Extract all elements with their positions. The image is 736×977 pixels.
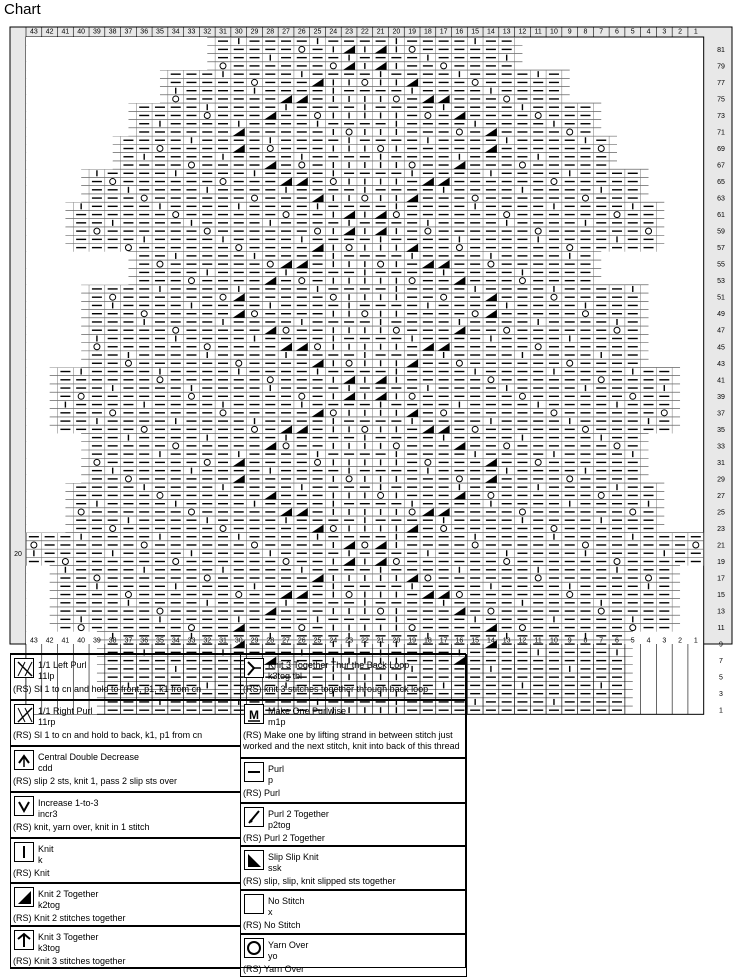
column-label: 42 xyxy=(45,637,54,645)
row-label: 77 xyxy=(717,79,725,87)
p-symbol-icon xyxy=(244,762,264,782)
legend-name: Knit 3 Together xyxy=(38,932,99,942)
p2tog-symbol-icon xyxy=(244,807,264,827)
column-label: 35 xyxy=(156,28,164,36)
column-label: 14 xyxy=(487,637,495,645)
legend-description: (RS) Make one by lifting strand in between stitch just worked and the next stitch, knit into back of this thread xyxy=(243,730,460,751)
legend-abbr: k3tog tbl xyxy=(268,671,303,681)
column-label: 32 xyxy=(203,28,212,36)
legend-item-k3tog xyxy=(10,926,241,969)
legend-name: Knit 2 Together xyxy=(38,889,99,899)
row-label: 79 xyxy=(717,63,725,71)
column-label: 37 xyxy=(124,637,133,645)
column-label: 39 xyxy=(93,637,101,645)
column-label: 22 xyxy=(360,637,369,645)
column-label: 9 xyxy=(567,28,572,36)
column-label: 1 xyxy=(693,637,698,645)
column-label: 41 xyxy=(61,637,70,645)
row-label: 45 xyxy=(717,344,725,352)
column-label: 20 xyxy=(392,637,401,645)
legend-abbr: yo xyxy=(268,951,278,961)
column-label: 15 xyxy=(471,637,480,645)
column-label: 24 xyxy=(329,28,338,36)
row-label: 17 xyxy=(717,575,725,583)
column-label: 13 xyxy=(502,637,511,645)
column-label: 36 xyxy=(140,28,149,36)
chart-title: Chart xyxy=(4,1,41,18)
row-label: 81 xyxy=(717,46,725,54)
legend-description: (RS) knit, yarn over, knit in 1 stitch xyxy=(13,822,150,832)
column-label: 9 xyxy=(567,637,572,645)
column-label: 43 xyxy=(29,28,38,36)
legend-abbr: m1p xyxy=(268,717,286,727)
column-label: 29 xyxy=(250,637,259,645)
legend-description: (RS) Knit 2 stitches together xyxy=(13,913,126,923)
legend-name: Central Double Decrease xyxy=(38,752,140,762)
lp-symbol-icon xyxy=(14,658,34,678)
legend-description: (RS) Purl 2 Together xyxy=(243,833,325,843)
column-label: 16 xyxy=(455,637,464,645)
row-label: 19 xyxy=(717,559,725,567)
row-label: 57 xyxy=(717,245,725,253)
column-label: 2 xyxy=(678,28,682,36)
legend xyxy=(10,653,466,974)
legend-item-rp xyxy=(10,700,241,746)
row-label: 13 xyxy=(717,608,725,616)
row-label: 73 xyxy=(717,112,725,120)
column-label: 8 xyxy=(583,28,588,36)
row-label: 51 xyxy=(717,294,725,302)
column-label: 2 xyxy=(678,637,682,645)
row-label: 31 xyxy=(717,459,725,467)
row-label: 41 xyxy=(717,377,725,385)
column-label: 40 xyxy=(77,28,86,36)
column-label: 26 xyxy=(297,28,306,36)
legend-name: Knit xyxy=(38,844,54,854)
row-label: 63 xyxy=(717,195,725,203)
legend-description: (RS) Sl 1 to cn and hold to back, k1, p1 from cn xyxy=(13,730,203,740)
column-label: 25 xyxy=(313,637,322,645)
column-label: 15 xyxy=(471,28,480,36)
column-label: 3 xyxy=(662,637,667,645)
row-label: 25 xyxy=(717,509,725,517)
column-label: 30 xyxy=(234,637,243,645)
column-label: 19 xyxy=(408,28,417,36)
column-label: 26 xyxy=(297,637,306,645)
inc-symbol-icon xyxy=(14,796,34,816)
ssk-symbol-icon xyxy=(244,850,264,870)
column-label: 1 xyxy=(693,28,698,36)
column-label: 6 xyxy=(615,637,619,645)
column-label: 30 xyxy=(234,28,243,36)
column-label: 43 xyxy=(29,637,38,645)
legend-description: (RS) Knit xyxy=(13,868,50,878)
x-symbol-icon xyxy=(244,894,264,914)
legend-abbr: ssk xyxy=(268,863,282,873)
legend-description: (RS) Yarn Over xyxy=(243,964,305,974)
row-label: 29 xyxy=(717,476,725,484)
row-label: 35 xyxy=(717,426,725,434)
column-label: 42 xyxy=(45,28,54,36)
column-label: 5 xyxy=(630,28,635,36)
column-label: 23 xyxy=(345,28,353,36)
legend-item-p xyxy=(240,758,467,803)
row-label: 23 xyxy=(717,525,725,533)
column-label: 27 xyxy=(282,637,290,645)
column-label: 21 xyxy=(376,637,385,645)
column-label: 28 xyxy=(266,28,275,36)
legend-abbr: 11lp xyxy=(38,671,55,681)
column-label: 25 xyxy=(313,28,322,36)
column-label: 24 xyxy=(329,637,338,645)
legend-item-x xyxy=(240,890,467,934)
legend-item-m1p xyxy=(240,700,467,758)
column-label: 39 xyxy=(93,28,101,36)
column-label: 23 xyxy=(345,637,353,645)
column-label: 7 xyxy=(599,28,604,36)
column-label: 7 xyxy=(599,637,604,645)
column-label: 35 xyxy=(156,637,164,645)
legend-name: 1/1 Left Purl xyxy=(38,660,87,670)
column-label: 31 xyxy=(219,28,227,36)
row-label: 21 xyxy=(717,542,725,550)
row-label: 9 xyxy=(719,641,723,649)
k3tbl-symbol-icon xyxy=(244,658,264,678)
row-label: 65 xyxy=(717,179,725,187)
legend-abbr: incr3 xyxy=(38,809,58,819)
column-label: 17 xyxy=(439,28,448,36)
row-label: 1 xyxy=(719,707,723,715)
legend-item-inc xyxy=(10,792,241,838)
legend-description: (RS) Knit 3 stitches together xyxy=(13,956,126,966)
column-label: 16 xyxy=(455,28,464,36)
column-label: 34 xyxy=(171,28,180,36)
legend-abbr: k xyxy=(38,855,43,865)
k3tog-symbol-icon xyxy=(14,930,34,950)
legend-name: Purl 2 Together xyxy=(268,809,329,819)
m1p-symbol-icon xyxy=(244,704,264,724)
legend-item-p2tog xyxy=(240,803,467,846)
column-label: 29 xyxy=(250,28,259,36)
row-label: 7 xyxy=(719,658,723,666)
column-label: 41 xyxy=(61,28,70,36)
column-label: 27 xyxy=(282,28,290,36)
legend-name: Slip Slip Knit xyxy=(268,852,319,862)
rp-symbol-icon xyxy=(14,704,34,724)
column-label: 8 xyxy=(583,637,588,645)
column-label: 4 xyxy=(646,637,651,645)
legend-abbr: cdd xyxy=(38,763,53,773)
column-label: 33 xyxy=(187,637,196,645)
k-symbol-icon xyxy=(14,842,34,862)
row-label: 67 xyxy=(717,162,725,170)
legend-item-lp xyxy=(10,654,241,700)
row-label: 11 xyxy=(717,625,725,633)
row-label: 53 xyxy=(717,278,725,286)
legend-item-cdd xyxy=(10,746,241,792)
legend-description: (RS) slip, slip, knit slipped sts together xyxy=(243,876,396,886)
legend-abbr: k2tog xyxy=(38,900,61,910)
column-label: 18 xyxy=(423,637,432,645)
row-label: 3 xyxy=(719,691,723,699)
yo-symbol-icon xyxy=(244,938,264,958)
column-label: 38 xyxy=(108,637,117,645)
column-label: 31 xyxy=(219,637,227,645)
column-label: 38 xyxy=(108,28,117,36)
row-label: 75 xyxy=(717,96,725,104)
column-label: 13 xyxy=(502,28,511,36)
legend-name: Yarn Over xyxy=(268,940,309,950)
row-label: 37 xyxy=(717,410,725,418)
legend-abbr: 11rp xyxy=(38,717,56,727)
legend-description: (RS) Purl xyxy=(243,788,281,798)
column-label: 12 xyxy=(518,637,527,645)
row-label: 47 xyxy=(717,327,725,335)
column-label: 19 xyxy=(408,637,417,645)
row-label: 59 xyxy=(717,228,725,236)
legend-name: Make One Purlwise xyxy=(268,706,347,716)
column-label: 36 xyxy=(140,637,149,645)
column-label: 12 xyxy=(518,28,527,36)
row-label: 20 xyxy=(14,550,22,558)
column-label: 10 xyxy=(550,637,558,645)
legend-item-ssk xyxy=(240,846,467,890)
row-label: 55 xyxy=(717,261,725,269)
row-label: 69 xyxy=(717,146,725,154)
row-label: 33 xyxy=(717,443,725,451)
row-label: 39 xyxy=(717,393,725,401)
row-label: 61 xyxy=(717,212,725,220)
column-label: 28 xyxy=(266,637,275,645)
column-label: 34 xyxy=(171,637,180,645)
column-label: 21 xyxy=(376,28,385,36)
legend-item-yo xyxy=(240,934,467,977)
column-label: 11 xyxy=(534,637,542,645)
legend-name: Knit 3 Together Thur the Back Loop xyxy=(268,660,410,670)
legend-name: Purl xyxy=(268,764,285,774)
column-label: 5 xyxy=(630,637,635,645)
row-label: 49 xyxy=(717,311,725,319)
column-label: 18 xyxy=(423,28,432,36)
k2tog-symbol-icon xyxy=(14,887,34,907)
legend-name: Increase 1-to-3 xyxy=(38,798,99,808)
legend-description: (RS) knit 3 stitches together through back loop xyxy=(243,684,429,694)
row-label: 15 xyxy=(717,592,725,600)
column-label: 32 xyxy=(203,637,212,645)
legend-description: (RS) Sl 1 to cn and hold to front, p1, k1 from cn xyxy=(13,684,202,694)
column-label: 4 xyxy=(646,28,651,36)
legend-item-k3tbl xyxy=(240,654,467,700)
row-label: 5 xyxy=(719,674,723,682)
column-label: 20 xyxy=(392,28,401,36)
column-label: 10 xyxy=(550,28,558,36)
row-label: 43 xyxy=(717,360,725,368)
row-label: 71 xyxy=(717,129,725,137)
legend-abbr: p2tog xyxy=(268,820,291,830)
legend-description: (RS) slip 2 sts, knit 1, pass 2 slip sts over xyxy=(13,776,178,786)
legend-item-k2tog xyxy=(10,883,241,926)
column-label: 22 xyxy=(360,28,369,36)
column-label: 17 xyxy=(439,637,448,645)
legend-description: (RS) No Stitch xyxy=(243,920,301,930)
column-label: 6 xyxy=(615,28,619,36)
legend-abbr: p xyxy=(268,775,274,785)
column-label: 33 xyxy=(187,28,196,36)
column-label: 3 xyxy=(662,28,667,36)
column-label: 37 xyxy=(124,28,133,36)
legend-item-k xyxy=(10,838,241,883)
column-label: 14 xyxy=(487,28,495,36)
column-label: 11 xyxy=(534,28,542,36)
cdd-symbol-icon xyxy=(14,750,34,770)
legend-abbr: k3tog xyxy=(38,943,61,953)
legend-name: 1/1 Right Purl xyxy=(38,706,93,716)
legend-name: No Stitch xyxy=(268,896,305,906)
row-label: 27 xyxy=(717,492,725,500)
legend-abbr: x xyxy=(268,907,273,917)
column-label: 40 xyxy=(77,637,86,645)
